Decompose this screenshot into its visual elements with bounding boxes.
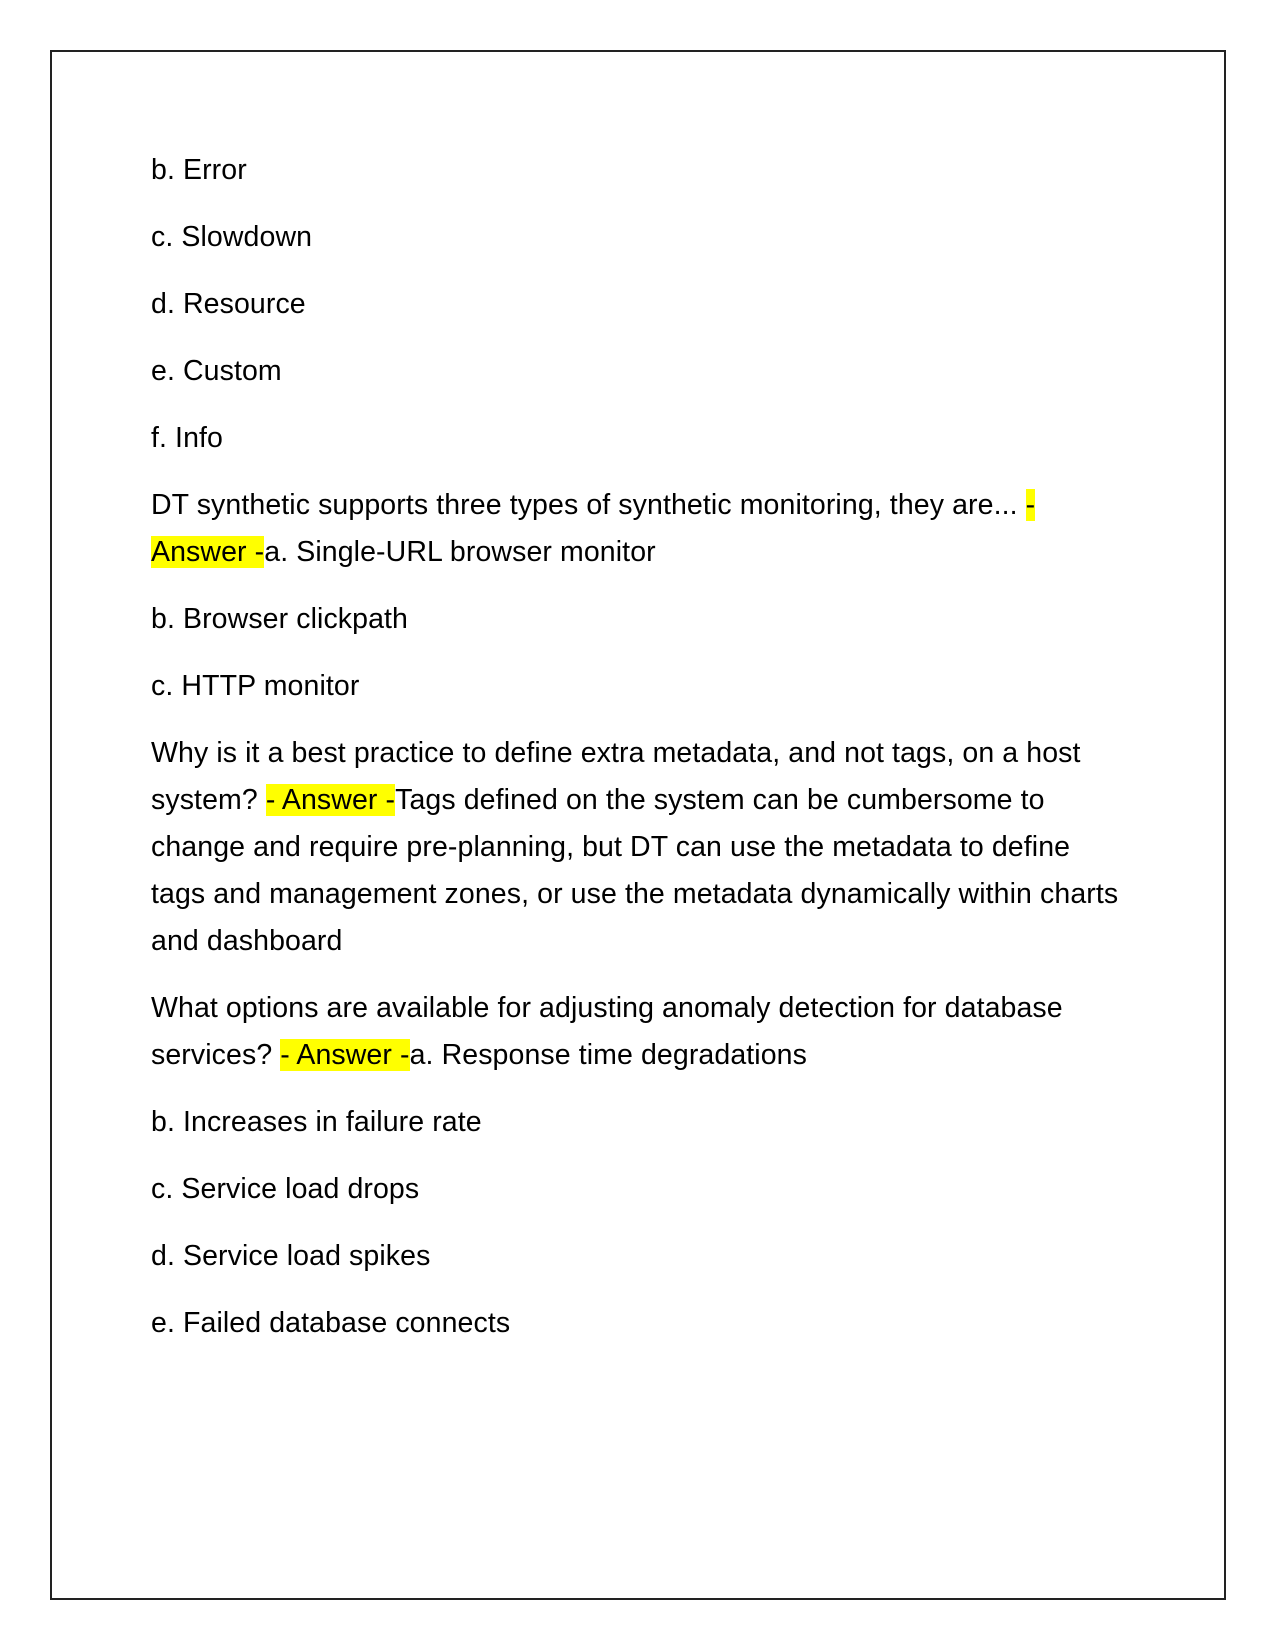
option-line: d. Resource (151, 288, 306, 320)
option-line: d. Service load spikes (151, 1240, 431, 1272)
option-line: e. Failed database connects (151, 1307, 511, 1339)
answer-text: a. Response time degradations (409, 1039, 807, 1071)
option-line: b. Browser clickpath (151, 603, 409, 635)
option-line: c. Slowdown (151, 221, 313, 253)
option-line: e. Custom (151, 355, 282, 387)
answer-marker: - Answer - (265, 784, 396, 816)
answer-text: Tags defined on the system can be cumbersome to change and require pre-planning, but DT can use the metadata to define tags and management zones, or use the metadata dynamically within charts and dashboard (151, 784, 1119, 957)
document-body (151, 147, 1131, 1367)
option-line: b. Increases in failure rate (151, 1106, 482, 1138)
answer-text: a. Single-URL browser monitor (264, 536, 656, 568)
option-line: c. Service load drops (151, 1173, 420, 1205)
option-line: f. Info (151, 422, 223, 454)
answer-marker: - Answer - (151, 489, 1036, 568)
question-text: DT synthetic supports three types of synthetic monitoring, they are... (151, 489, 1026, 521)
question-answer (151, 482, 1131, 576)
option-line: b. Error (151, 154, 247, 186)
question-answer (151, 985, 1131, 1079)
question-answer (151, 730, 1131, 965)
question-text: Why is it a best practice to define extra metadata, and not tags, on a host system? (151, 737, 1081, 816)
question-text: What options are available for adjusting anomaly detection for database services? (151, 992, 1063, 1071)
option-line: c. HTTP monitor (151, 670, 360, 702)
answer-marker: - Answer - (280, 1039, 410, 1071)
